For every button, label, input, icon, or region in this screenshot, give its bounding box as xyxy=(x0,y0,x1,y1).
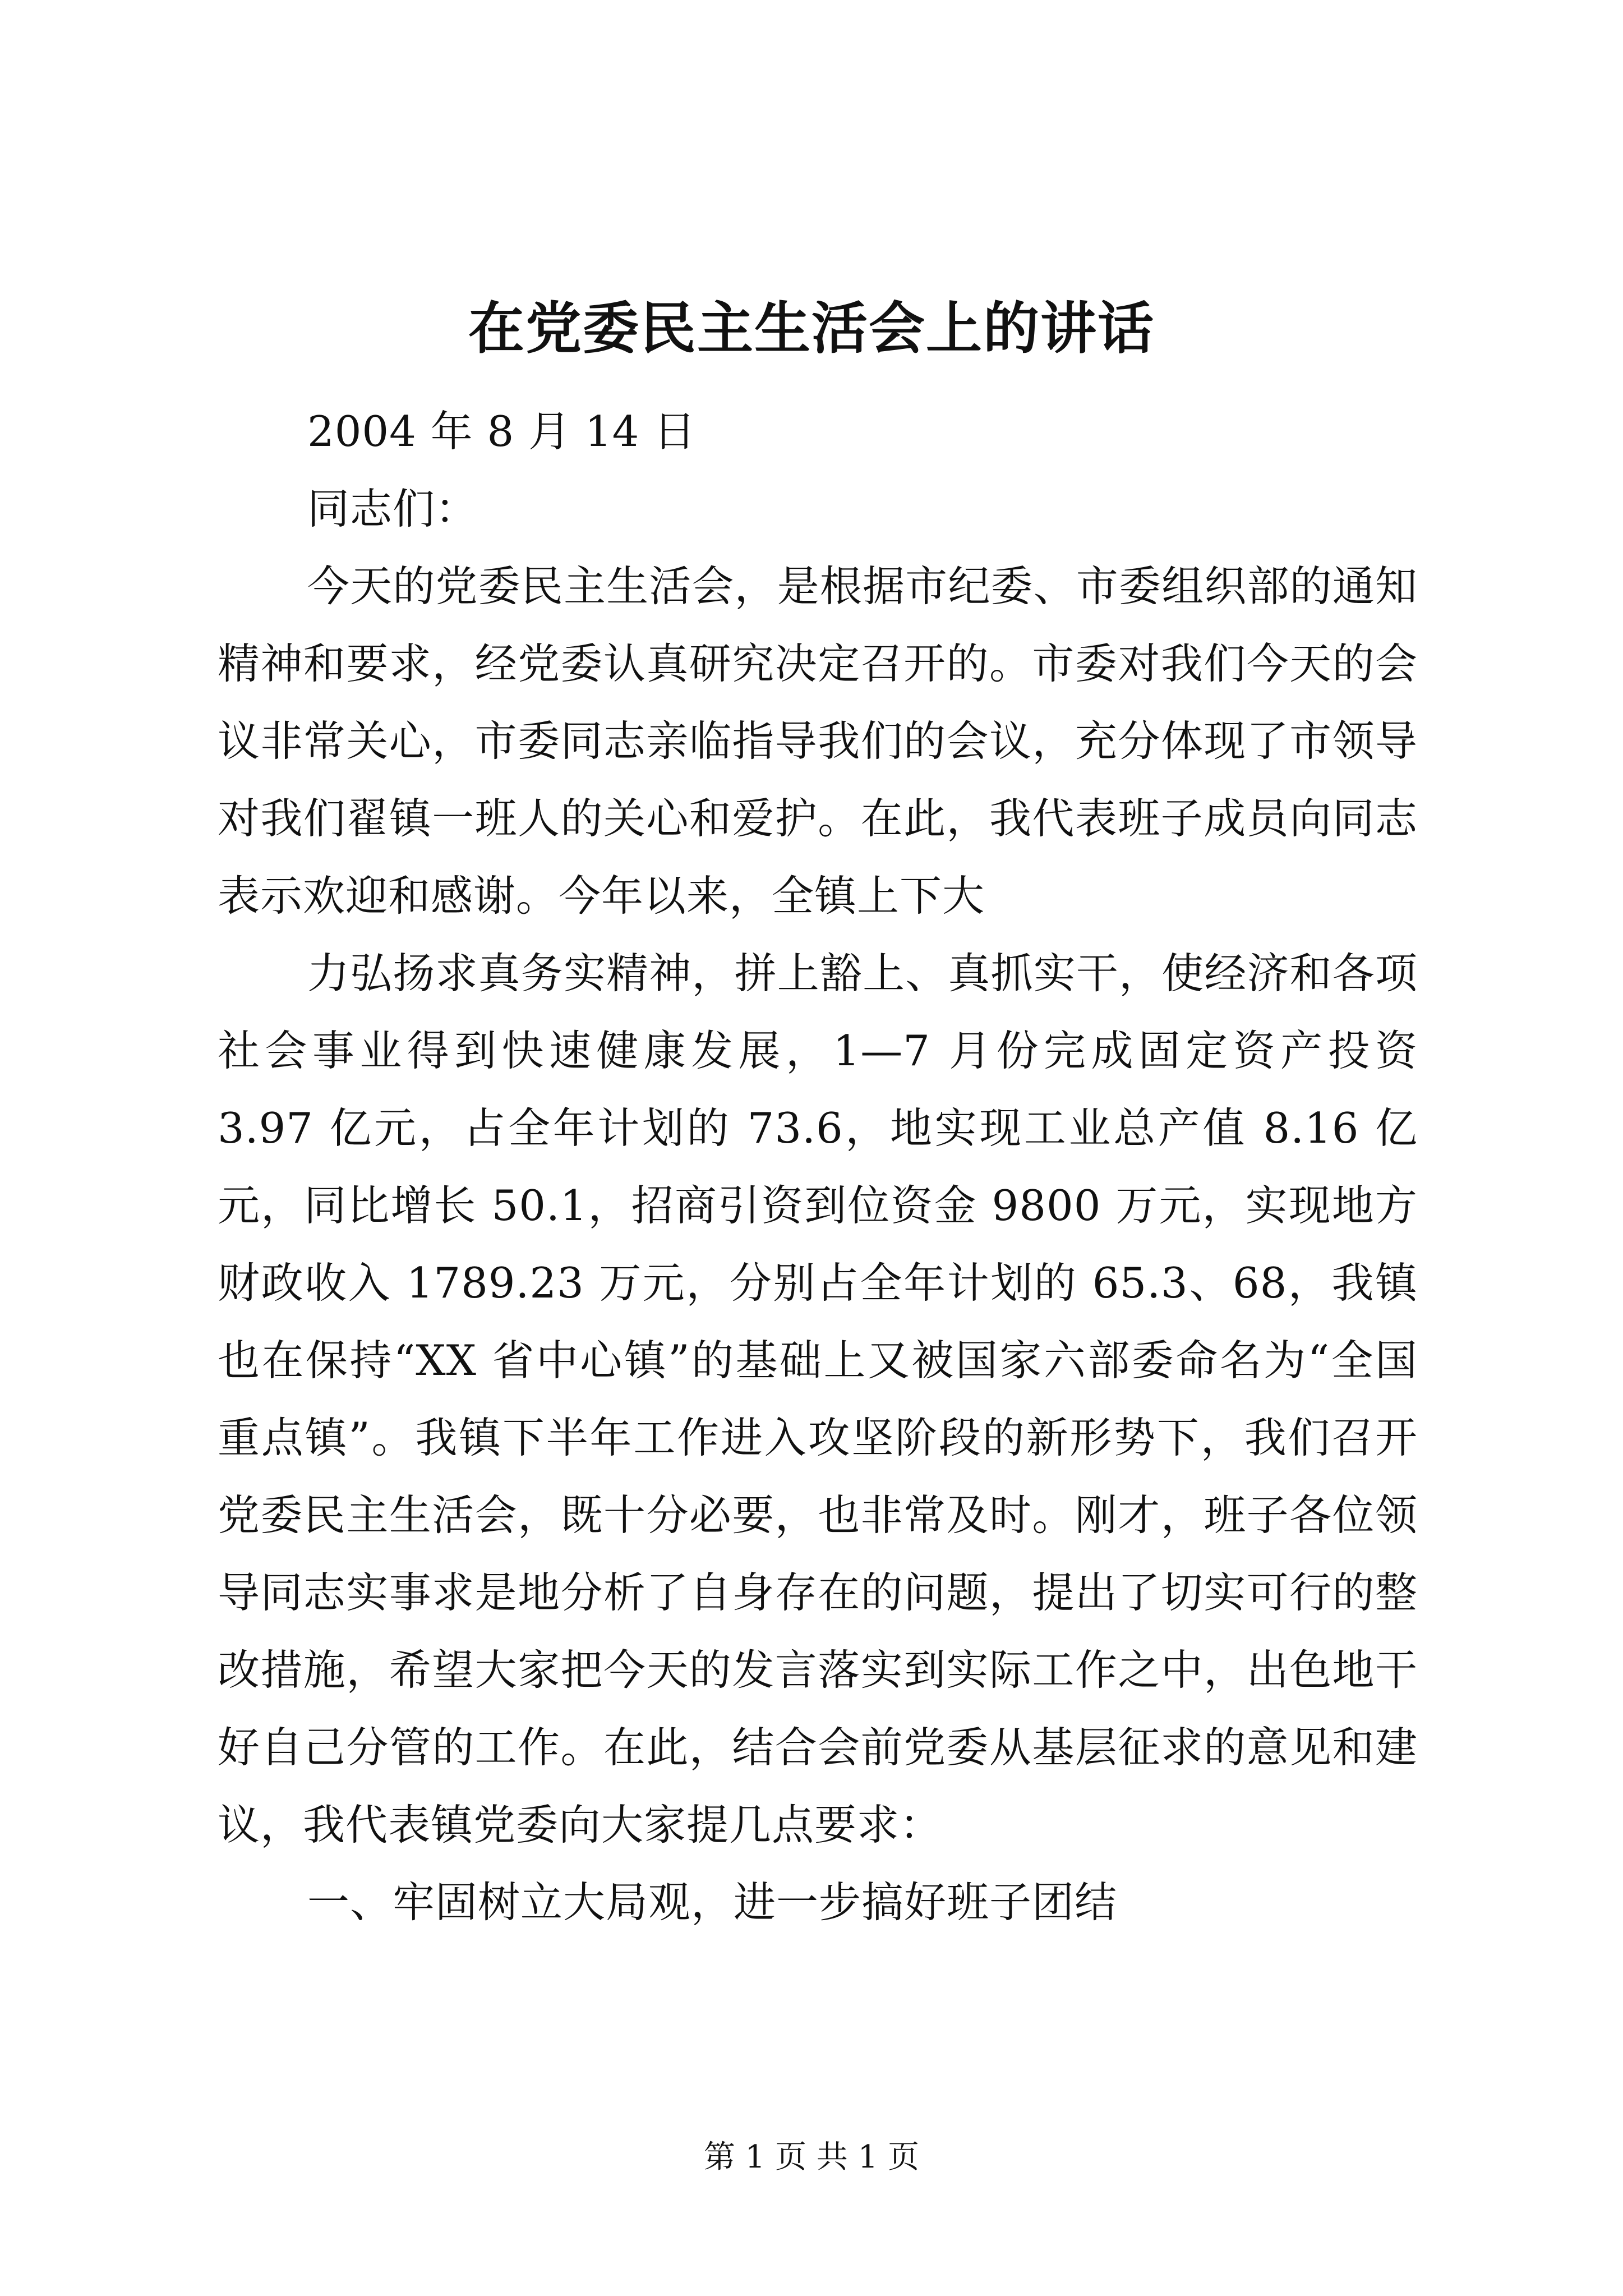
paragraph-achievements: 力弘扬求真务实精神，拼上豁上、真抓实干，使经济和各项社会事业得到快速健康发展，1—7 月份完成固定资产投资 3.97 亿元，占全年计划的 73.6，地实现工业总产值 8.16 亿元，同比增长 50.1，招商引资到位资金 9800 万元，实现地方财政收入 1789.23 万元，分别占全年计划的 65.3、68，我镇也在保持“XX 省中心镇”的基础上又被国家六部委命名为“全国重点镇”。我镇下半年工作进入攻坚阶段的新形势下，我们召开党委民主生活会，既十分必要，也非常及时。刚才，班子各位领导同志实事求是地分析了自身存在的问题，提出了切实可行的整改措施，希望大家把今天的发言落实到实际工作之中，出色地干好自己分管的工作。在此，结合会前党委从基层征求的意见和建议，我代表镇党委向大家提几点要求： xyxy=(218,949,1418,1849)
section-heading-one: 一、牢固树立大局观，进一步搞好班子团结 xyxy=(307,1878,1118,1927)
document-title: 在党委民主生活会上的讲话 xyxy=(468,295,1155,361)
page-footer: 第 1 页 共 1 页 xyxy=(703,2139,920,2175)
date-line: 2004 年 8 月 14 日 xyxy=(307,407,697,456)
salutation: 同志们： xyxy=(307,484,478,533)
document-body xyxy=(218,393,1418,1941)
paragraph-opening: 今天的党委民主生活会，是根据市纪委、市委组织部的通知精神和要求，经党委认真研究决定召开的。市委对我们今天的会议非常关心，市委同志亲临指导我们的会议，充分体现了市领导对我们翟镇一班人的关心和爱护。在此，我代表班子成员向同志表示欢迎和感谢。今年以来，全镇上下大 xyxy=(218,562,1418,921)
